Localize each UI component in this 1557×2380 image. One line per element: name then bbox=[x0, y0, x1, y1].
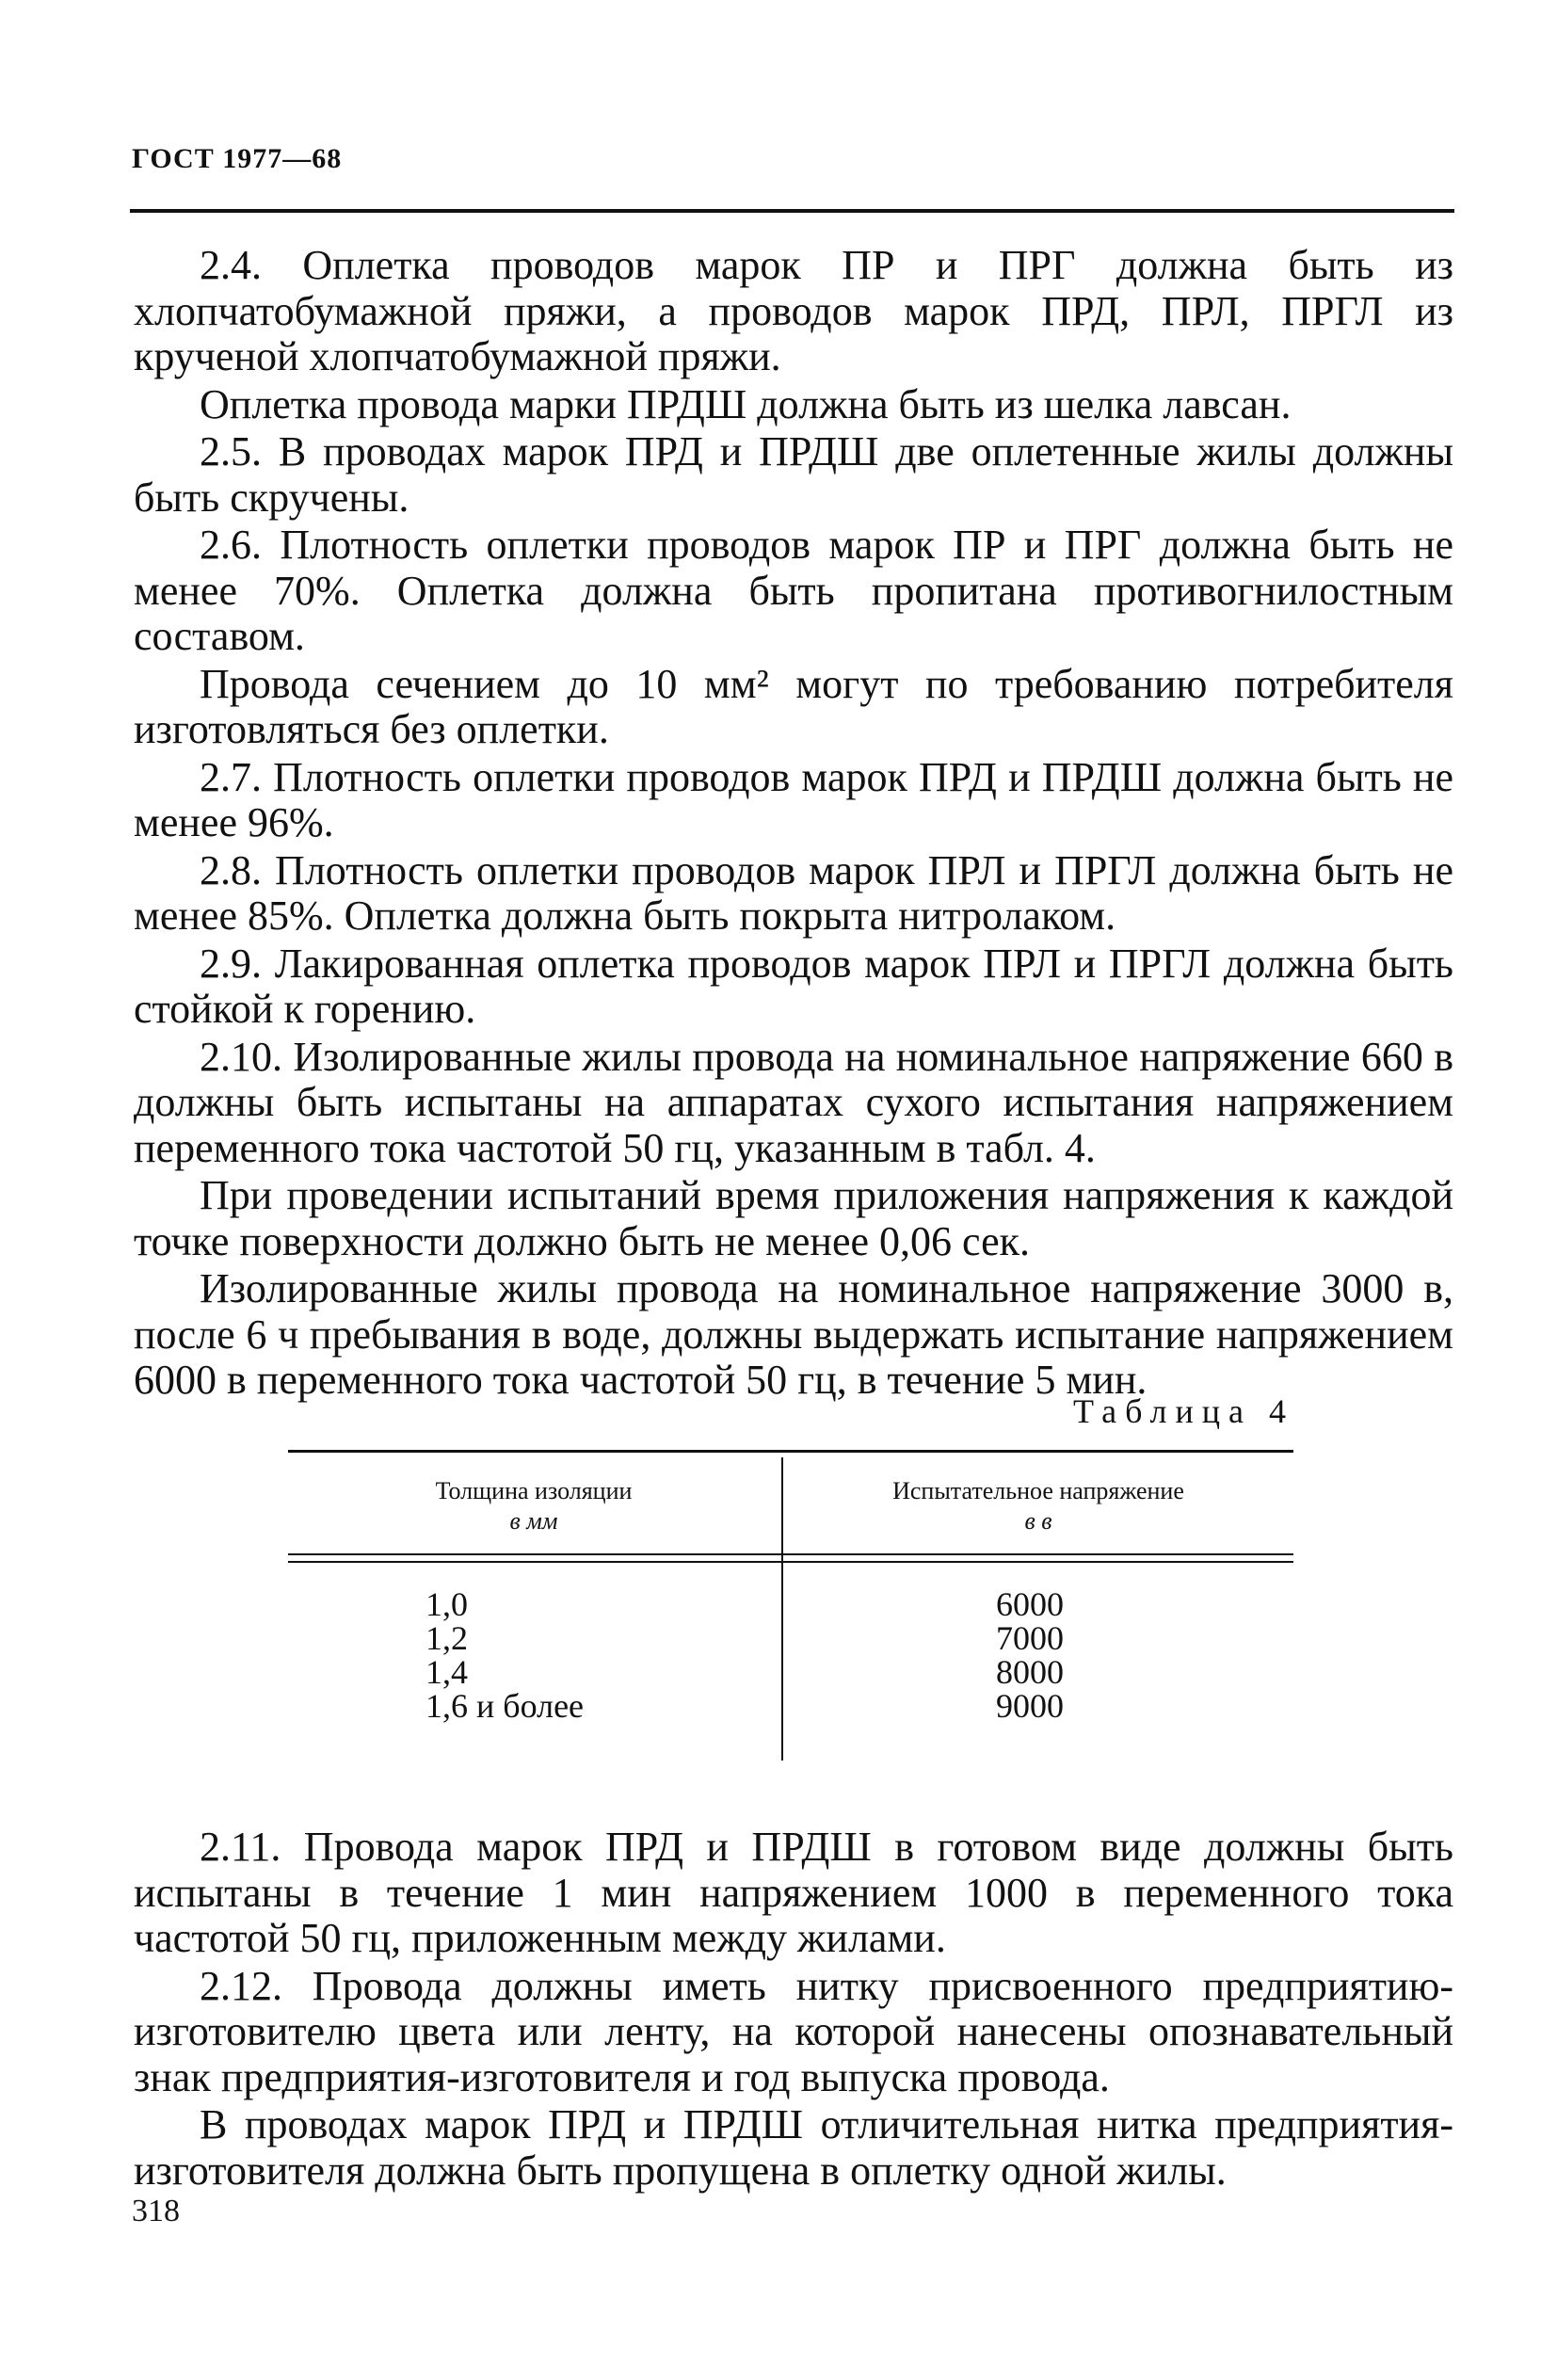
table-header-voltage-line2: в в bbox=[1024, 1507, 1052, 1535]
table-cell-thickness: 1,2 bbox=[425, 1619, 468, 1657]
paragraph-2-5: 2.5. В проводах марок ПРД и ПРДШ две оплетенные жилы должны быть скручены. bbox=[134, 428, 1453, 521]
table-header-thickness-line1: Толщина изоляции bbox=[435, 1477, 633, 1504]
paragraph-2-8: 2.8. Плотность оплетки проводов марок ПРЛ и ПРГЛ должна быть не менее 85%. Оплетка должна быть покрыта нитролаком. bbox=[134, 846, 1453, 939]
table-header-voltage-line1: Испытательное напряжение bbox=[892, 1477, 1184, 1504]
table-cell-voltage: 6000 bbox=[996, 1585, 1064, 1623]
table-caption: Таблица 4 bbox=[1073, 1392, 1294, 1430]
table-cell-voltage: 7000 bbox=[996, 1619, 1064, 1657]
body-text-bottom bbox=[134, 1825, 1453, 2195]
table-cell-voltage: 9000 bbox=[996, 1687, 1064, 1725]
page-number: 318 bbox=[132, 2194, 180, 2228]
paragraph-2-12: 2.12. Провода должны иметь нитку присвоенного предприятию-изготовителю цвета или ленту, на которой нанесены опознавательный знак предприятия-изготовителя и год выпуска провода. bbox=[134, 1962, 1453, 2100]
paragraph-2-4: 2.4. Оплетка проводов марок ПР и ПРГ должна быть из хлопчатобумажной пряжи, а проводов марок ПРД, ПРЛ, ПРГЛ из крученой хлопчатобумажной пряжи. bbox=[134, 242, 1453, 379]
paragraph-2-10: 2.10. Изолированные жилы провода на номинальное напряжение 660 в должны быть испытаны на аппаратах сухого испытания напряжением переменного тока частотой 50 гц, указанным в табл. 4. bbox=[134, 1033, 1453, 1171]
document-header: ГОСТ 1977—68 bbox=[132, 143, 343, 174]
table-header-rule bbox=[288, 1553, 1293, 1555]
table-cell-thickness: 1,0 bbox=[425, 1585, 468, 1623]
header-rule bbox=[130, 209, 1454, 213]
table-top-rule bbox=[288, 1450, 1293, 1453]
table-cell-thickness: 1,6 и более bbox=[425, 1687, 585, 1725]
table-column-voltage bbox=[996, 1587, 1064, 1723]
table-cell-thickness: 1,4 bbox=[425, 1653, 468, 1691]
paragraph-2-6-cross-section: Провода сечением до 10 мм² могут по требованию потребителя изготовляться без оплетки. bbox=[134, 660, 1453, 752]
body-text-top bbox=[134, 243, 1453, 1406]
table-header-rule-double bbox=[288, 1561, 1293, 1563]
table-column-thickness bbox=[425, 1587, 584, 1723]
paragraph-2-12-marker-thread: В проводах марок ПРД и ПРДШ отличительная нитка предприятия-изготовителя должна быть пропущена в оплетку одной жилы. bbox=[134, 2101, 1453, 2194]
paragraph-2-9: 2.9. Лакированная оплетка проводов марок ПРЛ и ПРГЛ должна быть стойкой к горению. bbox=[134, 940, 1453, 1032]
table-header-voltage bbox=[783, 1476, 1293, 1536]
paragraph-2-6: 2.6. Плотность оплетки проводов марок ПР и ПРГ должна быть не менее 70%. Оплетка должна быть пропитана противогнилостным составом. bbox=[134, 522, 1453, 659]
table-cell-voltage: 8000 bbox=[996, 1653, 1064, 1691]
paragraph-2-4-braid-prdsh: Оплетка провода марки ПРДШ должна быть из шелка лавсан. bbox=[200, 380, 1292, 427]
paragraph-2-10-duration: При проведении испытаний время приложения напряжения к каждой точке поверхности должно быть не менее 0,06 сек. bbox=[134, 1172, 1453, 1264]
paragraph-2-10-3000v: Изолированные жилы провода на номинальное напряжение 3000 в, после 6 ч пребывания в воде, должны выдержать испытание напряжением 6000 в переменного тока частотой 50 гц, в течение 5 мин. bbox=[134, 1265, 1453, 1403]
table-header-thickness-line2: в мм bbox=[509, 1507, 558, 1535]
table-header-thickness bbox=[288, 1476, 779, 1536]
paragraph-2-11: 2.11. Провода марок ПРД и ПРДШ в готовом виде должны быть испытаны в течение 1 мин напряжением 1000 в переменного тока частотой 50 гц, приложенным между жилами. bbox=[134, 1824, 1453, 1961]
paragraph-2-7: 2.7. Плотность оплетки проводов марок ПРД и ПРДШ должна быть не менее 96%. bbox=[134, 753, 1453, 845]
